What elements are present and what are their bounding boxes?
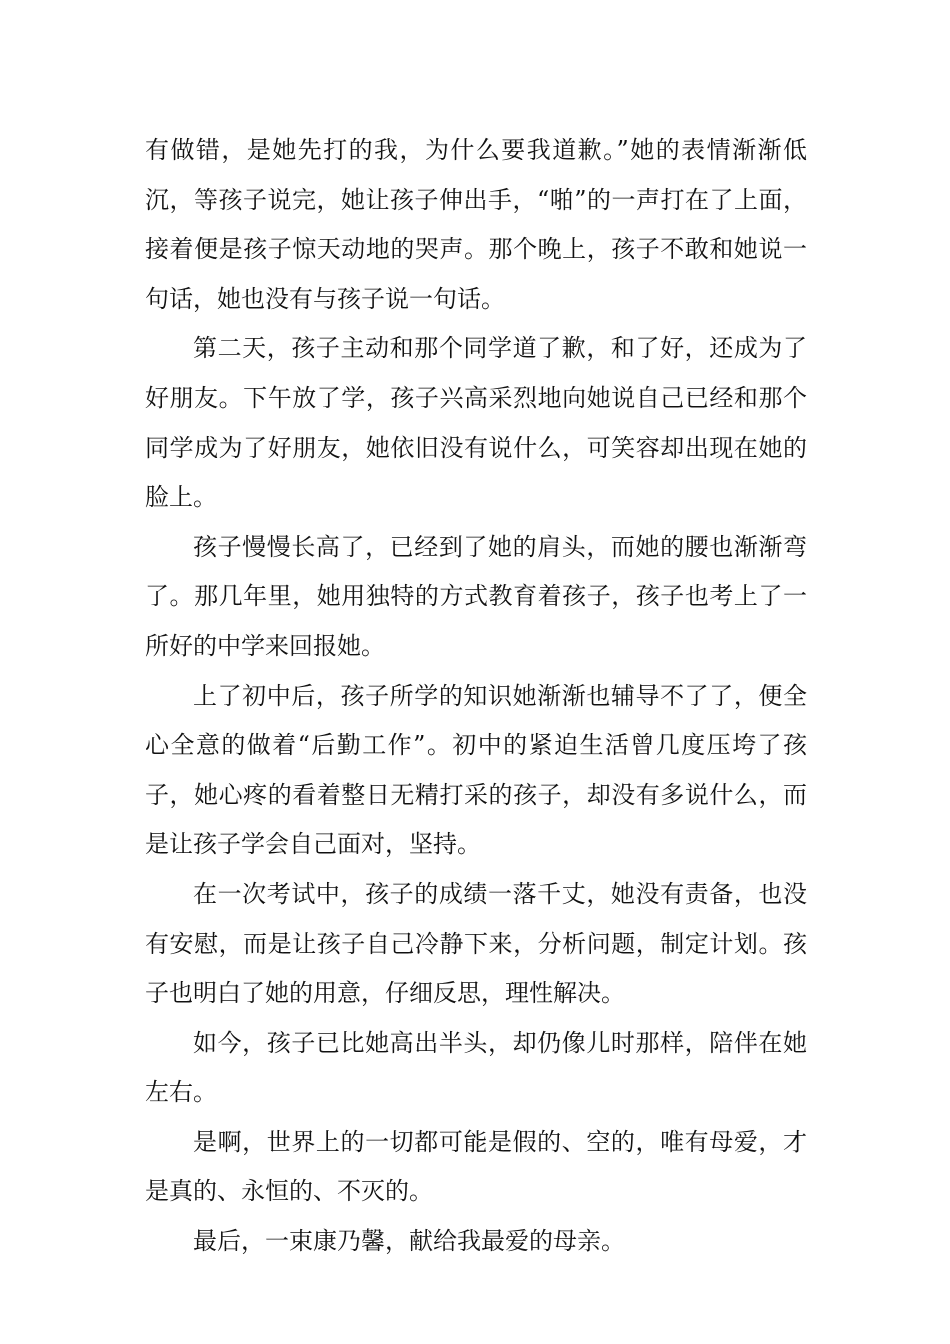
paragraph: 是啊，世界上的一切都可能是假的、空的，唯有母爱，才是真的、永恒的、不灭的。: [145, 1127, 807, 1206]
article-body: [145, 126, 807, 1267]
paragraph: 有做错，是她先打的我，为什么要我道歉。”她的表情渐渐低沉，等孩子说完，她让孩子伸出手，“啪”的一声打在了上面，接着便是孩子惊天动地的哭声。那个晚上，孩子不敢和她说一句话，她也没有与孩子说一句话。: [145, 136, 807, 313]
paragraph: 上了初中后，孩子所学的知识她渐渐也辅导不了了，便全心全意的做着“后勤工作”。初中的紧迫生活曾几度压垮了孩子，她心疼的看着整日无精打采的孩子，却没有多说什么，而是让孩子学会自己面对，坚持。: [145, 681, 807, 859]
paragraph: 第二天，孩子主动和那个同学道了歉，和了好，还成为了好朋友。下午放了学，孩子兴高采烈地向她说自己已经和那个同学成为了好朋友，她依旧没有说什么，可笑容却出现在她的脸上。: [145, 334, 807, 512]
paragraph: 孩子慢慢长高了，已经到了她的肩头，而她的腰也渐渐弯了。那几年里，她用独特的方式教育着孩子，孩子也考上了一所好的中学来回报她。: [145, 532, 807, 660]
paragraph: 在一次考试中，孩子的成绩一落千丈，她没有责备，也没有安慰，而是让孩子自己冷静下来，分析问题，制定计划。孩子也明白了她的用意，仔细反思，理性解决。: [145, 879, 807, 1008]
paragraph: 最后，一束康乃馨，献给我最爱的母亲。: [193, 1227, 625, 1256]
paragraph: 如今，孩子已比她高出半头，却仍像儿时那样，陪伴在她左右。: [145, 1028, 807, 1107]
